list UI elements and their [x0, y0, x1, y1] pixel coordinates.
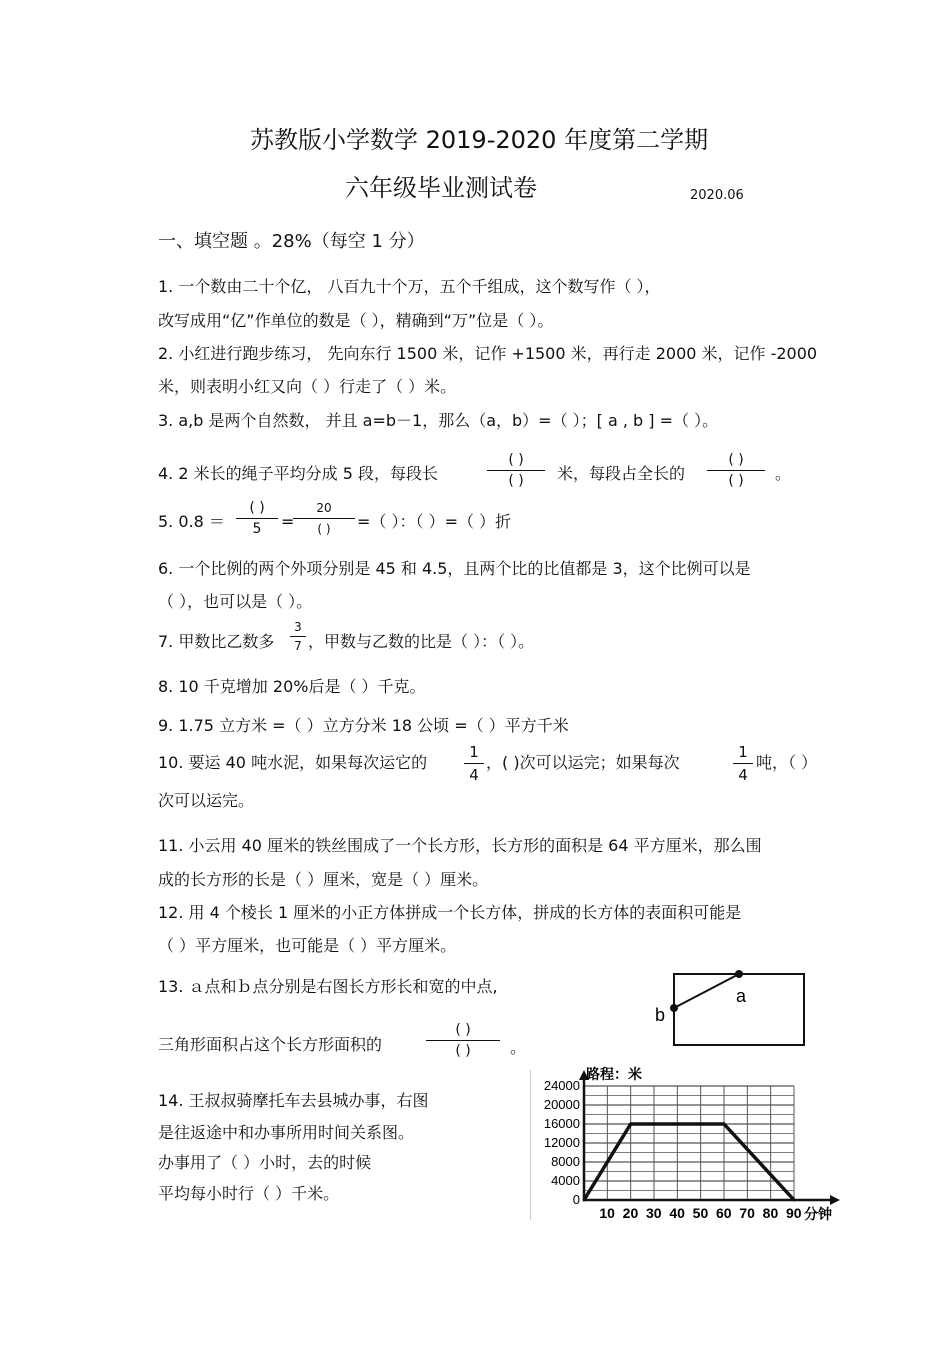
- y-tick-label: 20000: [543, 1097, 580, 1112]
- chart-xlabel: 分钟: [804, 1206, 832, 1222]
- q4-fraction1-den: ( ): [508, 473, 524, 489]
- q2-line2: 米，则表明小红又向（ ）行走了（ ）米。: [158, 377, 457, 396]
- q4-text1: 4. 2 米长的绳子平均分成 5 段，每段长: [158, 464, 438, 483]
- section1-heading: 一、填空题 。28%（每空 1 分）: [158, 231, 425, 252]
- series-point: [583, 1199, 586, 1202]
- y-tick-label: 8000: [551, 1154, 580, 1169]
- y-tick-label: 16000: [543, 1116, 580, 1131]
- q5-text2: =（ ）：（ ）=（ ）折: [357, 512, 512, 531]
- q1-line2: 改写成用“亿”作单位的数是（ ），精确到“万”位是（ ）。: [158, 311, 554, 330]
- title-line1: 苏教版小学数学 2019-2020 年度第二学期: [250, 126, 709, 154]
- q4-fraction1: [487, 452, 545, 489]
- q13-end: 。: [510, 1038, 527, 1057]
- q10-fraction1-num: 1: [469, 743, 479, 761]
- q10-text3: 吨，（ ）: [756, 753, 818, 772]
- series-point: [793, 1199, 796, 1202]
- q5-fraction1-den: 5: [252, 521, 262, 537]
- x-axis-arrow: [830, 1195, 840, 1205]
- q13-segment-ab: [674, 974, 739, 1008]
- q9-line1: 9. 1.75 立方米 =（ ）立方分米 18 公顷 =（ ）平方千米: [158, 716, 569, 735]
- chart-ylabel: 路程：米: [586, 1066, 642, 1082]
- series-point: [629, 1123, 632, 1126]
- q4-fraction1-num: ( ): [508, 452, 524, 468]
- q4-fraction2-num: ( ): [728, 452, 744, 468]
- x-tick-label: 70: [739, 1205, 755, 1221]
- q13-label-a: a: [736, 986, 747, 1006]
- q5-fraction2-den: ( ): [317, 522, 331, 536]
- chart-grid: [584, 1086, 794, 1200]
- q13-rectangle-figure: [650, 960, 820, 1055]
- q10-fraction2-num: 1: [738, 743, 748, 761]
- q7-text1: 7. 甲数比乙数多: [158, 632, 275, 651]
- y-tick-label: 0: [572, 1192, 580, 1207]
- q7-fraction: [290, 620, 306, 653]
- q14-line3: 办事用了（ ）小时，去的时候: [158, 1153, 372, 1172]
- q10-line2: 次可以运完。: [158, 791, 255, 810]
- q4-text3: 。: [775, 464, 792, 483]
- q13-point-a: [735, 970, 743, 978]
- q13-fraction: [426, 1022, 500, 1059]
- q13-fraction-num: ( ): [455, 1022, 471, 1038]
- y-tick-label: 12000: [543, 1135, 580, 1150]
- q4-fraction2-den: ( ): [728, 473, 744, 489]
- x-tick-label: 80: [762, 1205, 779, 1221]
- q14-line4: 平均每小时行（ ）千米。: [158, 1184, 340, 1203]
- q13-label-b: b: [655, 1005, 666, 1025]
- q7-text2: ，甲数与乙数的比是（ ）：（ ）。: [308, 632, 535, 651]
- q5-fraction1: [236, 500, 278, 537]
- q13-rectangle: [674, 974, 804, 1045]
- q10-text1: 10. 要运 40 吨水泥，如果每次运它的: [158, 753, 428, 772]
- q14-line2: 是往返途中和办事所用时间关系图。: [158, 1123, 415, 1142]
- q10-fraction1-den: 4: [469, 766, 479, 784]
- q5-fraction2: [293, 500, 355, 537]
- q5-text1: 5. 0.8 ＝: [158, 512, 225, 531]
- q13-point-b: [670, 1004, 678, 1012]
- q12-line1: 12. 用 4 个棱长 1 厘米的小正方体拼成一个长方体，拼成的长方体的表面积可能是: [158, 903, 742, 922]
- x-tick-label: 40: [669, 1205, 685, 1221]
- q14-line1: 14. 王叔叔骑摩托车去县城办事，右图: [158, 1091, 429, 1110]
- q7-fraction-den: 7: [294, 639, 302, 653]
- x-tick-label: 90: [786, 1205, 802, 1221]
- q3-line1: 3. a,b 是两个自然数， 并且 a=b－1，那么（a，b）=（ ）；[ a , b ] =（ ）。: [158, 411, 719, 430]
- series-point: [723, 1123, 726, 1126]
- q5-fraction2-num: 20: [316, 501, 332, 515]
- q14-distance-time-chart: [530, 1060, 850, 1225]
- x-tick-label: 10: [599, 1205, 615, 1221]
- q13-fraction-den: ( ): [455, 1043, 471, 1059]
- q6-line1: 6. 一个比例的两个外项分别是 45 和 4.5，且两个比的比值都是 3，这个比例可以是: [158, 559, 751, 578]
- q10-fraction1: [464, 743, 484, 784]
- q11-line1: 11. 小云用 40 厘米的铁丝围成了一个长方形，长方形的面积是 64 平方厘米，那么围: [158, 836, 762, 855]
- q8-line1: 8. 10 千克增加 20%后是（ ）千克。: [158, 677, 426, 696]
- q10-fraction2-den: 4: [738, 766, 748, 784]
- q5-equals: =: [281, 512, 295, 531]
- q7-fraction-num: 3: [294, 620, 302, 634]
- q10-text2: ，( )次可以运完；如果每次: [486, 753, 680, 772]
- title-line2: 六年级毕业测试卷: [345, 174, 537, 202]
- q13-line2: 三角形面积占这个长方形面积的: [158, 1035, 383, 1054]
- y-tick-label: 4000: [551, 1173, 580, 1188]
- q4-fraction2: [707, 452, 765, 489]
- x-tick-label: 60: [716, 1205, 732, 1221]
- q11-line2: 成的长方形的长是（ ）厘米，宽是（ ）厘米。: [158, 870, 489, 889]
- q5-fraction1-num: ( ): [249, 500, 265, 516]
- q1-line1: 1. 一个数由二十个亿， 八百九十个万，五个千组成，这个数写作（ ），: [158, 277, 661, 296]
- chart-axes: [579, 1070, 840, 1205]
- q2-line1: 2. 小红进行跑步练习， 先向东行 1500 米，记作 +1500 米，再行走 2000 米，记作 -2000: [158, 344, 818, 363]
- q4-text2: 米，每段占全长的: [557, 464, 686, 483]
- y-tick-label: 24000: [543, 1078, 580, 1093]
- x-tick-label: 20: [622, 1205, 639, 1221]
- q10-fraction2: [733, 743, 753, 784]
- exam-date: 2020.06: [690, 188, 744, 203]
- q12-line2: （ ）平方厘米，也可能是（ ）平方厘米。: [158, 936, 457, 955]
- x-tick-label: 30: [646, 1205, 662, 1221]
- x-tick-label: 50: [692, 1205, 709, 1221]
- q13-line1: 13. ａ点和ｂ点分别是右图长方形长和宽的中点,: [158, 977, 498, 996]
- q6-line2: （ ），也可以是（ ）。: [158, 592, 313, 611]
